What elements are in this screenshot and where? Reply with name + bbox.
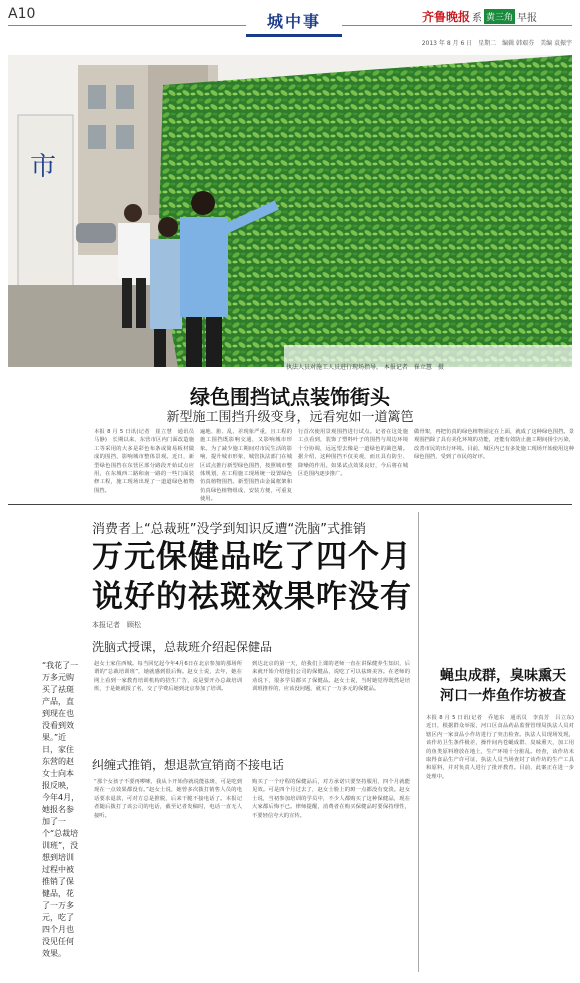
section-title: 城中事 xyxy=(266,12,321,31)
story2-headline-line1: 万元保健品吃了四个月 xyxy=(92,539,412,575)
svg-text:市: 市 xyxy=(30,152,57,182)
story2-col-b: 到达北京的第一天，给我们上课的老师一直在讲保健养生知识，后来就开始介绍他们公司的保健品，说吃了可以祛斑美容。在老师的劝说下，很多学员都买了保健品。赵女士说，当时她觉得既然是培训班推荐的，应该没问题，就买了一万多元的保健品。 xyxy=(252,661,410,693)
series-label: 系 xyxy=(472,12,483,24)
photo-illustration xyxy=(8,55,572,367)
photo-caption: 执法人员对施工人员进行现场指导。 本报记者 崔立慧 摄 xyxy=(286,364,444,371)
story3-headline-line2: 河口一炸鱼作坊被查 xyxy=(440,688,566,704)
story1-col2: 遍地、脏、乱、差现象严重，且工程的施工围挡既影响交通，又影响城市形象。为了减少施工期间对市民生活的影响，提升城市形象，城管执法部门在城区试点推行新型绿色围挡，按照城市整体规划，在工程施工现场统一设置绿色仿真植物围挡。新型围挡由金属框架和仿真绿色植物组成，安装方便，可重复使用。 xyxy=(200,429,292,503)
date-line: 2013 年 8 月 6 日 星期二 编辑 韩艰芬 美编 袁振宇 xyxy=(421,40,572,47)
story1-col1: 本报 8 月 5 日讯(记者 崔立慧 通讯员 马静) 长期以来，东营市区内门面改造施工等采用的大多是彩色布条或简易板材做成的围挡，影响城市整体景观。近日，新型绿色围挡在东营区部分路段开始试点应用，在东城西二路和南一路的一些门面装修工程，施工现场出现了一道道绿色植物围挡。 xyxy=(94,429,200,494)
story2-subhead2: 纠缠式推销，想退款宣销商不接电话 xyxy=(92,758,285,772)
story2-subhead1: 洗脑式授课，总裁班介绍起保健品 xyxy=(92,640,273,654)
story2-byline: 本报记者 顾松 xyxy=(92,621,141,629)
story3-headline xyxy=(428,666,578,706)
paper-brand xyxy=(422,8,537,24)
section-tab xyxy=(246,10,342,37)
story2-col-d: 购买了一个疗程的保健品后，对方承诺只要坚持服用，四个月就能见效。可是四个月过去了，赵女士脸上的斑一点都没有变淡。赵女士说，当初参加培训的学员中，不少人都购买了这种保健品，现在大家都后悔不已。律师提醒，消费者在购买保健品时要保持理性，不要轻信夸大的宣传。 xyxy=(252,779,410,819)
story1-subhead: 新型施工围挡升级变身，远看宛如一道篱笆 xyxy=(166,410,414,425)
page-number: A10 xyxy=(8,6,36,22)
story1-headline: 绿色围挡试点装饰街头 xyxy=(190,385,390,409)
story1-col4: 做骨架，再把仿真的绿色植物固定在上面，就成了这种绿色围挡。景观围挡除了具有美化环境的功能，还能有效防止施工期间扬尘污染，改善市民的出行环境。目前，城区内已有多处施工现场开始使用这种绿色围挡，受到了市民的好评。 xyxy=(414,429,574,461)
story-divider xyxy=(8,504,572,505)
story2-sidebar-quote: “我花了一万多元购买了祛斑产品，直到现在也没看到效果。”近日，家住东营的赵女士向本报反映，今年4月，她报名参加了一个“总裁培训班”，没想到培训过程中被推销了保健品，花了一万多元，吃了四个月也没见任何效果。 xyxy=(42,661,80,958)
edition-badge: 黄三角 xyxy=(484,9,515,24)
column-divider xyxy=(418,512,419,972)
edition-suffix: 早报 xyxy=(517,12,538,24)
story2-kicker: 消费者上“总裁班”没学到知识反遭“洗脑”式推销 xyxy=(92,522,366,537)
story2-headline xyxy=(92,537,412,617)
story3-headline-line1: 蝇虫成群，臭味熏天 xyxy=(440,668,566,684)
story3-body: 本报 8 月 5 日讯(记者 乔旭东 通讯员 李真芳 吕立东) 近日，根据群众举报，河口区食品药品监督管理局执法人员对辖区内一家食品小作坊进行了突击检查。执法人员现场发现，该作坊卫生条件极差，操作间内苍蝇成群、臭味熏天，加工用的鱼类原料堆放在地上，生产环境十分脏乱。经查，该作坊未取得食品生产许可证，执法人员当场查封了该作坊的生产工具和原料，并对负责人进行了批评教育。目前，此案正在进一步处理中。 xyxy=(426,715,580,780)
paper-logo: 齐鲁晚报 xyxy=(422,9,471,24)
story2-col-a: 赵女士家住西城。每当回忆起今年4月6日在北京参加的那场所谓的“总裁培训班”，她就感到很后悔。赵女士说，去年，她在网上看到一家教育培训机构的招生广告，说是要开办总裁培训班，于是她就报了名，交了学费后她到北京参加了培训。 xyxy=(94,661,242,693)
news-photo xyxy=(8,55,572,367)
story2-headline-line2: 说好的祛斑效果咋没有 xyxy=(92,579,412,615)
story1-col3: 行首次使用景观围挡进行试点。记者在这处施工点看到，装饰了塑料叶子的围挡与周边环境十分协调，远远望去像是一道绿色的篱笆墙。据介绍，这种围挡不仅美观，而且具有防尘、降噪的作用。如果试点效果良好，今后将在城区范围内逐步推广。 xyxy=(298,429,408,478)
story2-col-c: “那个女孩子不要再啰嗦，我从卜开始你就说能祛斑，可是吃到现在一点效果都没有。”赵女士说，她曾多次拨打销售人员的电话要求退款，可对方总是推脱，后来干脆不接电话了。本报记者随后拨打了该公司的电话，截至记者发稿时，电话一直无人接听。 xyxy=(94,779,242,819)
